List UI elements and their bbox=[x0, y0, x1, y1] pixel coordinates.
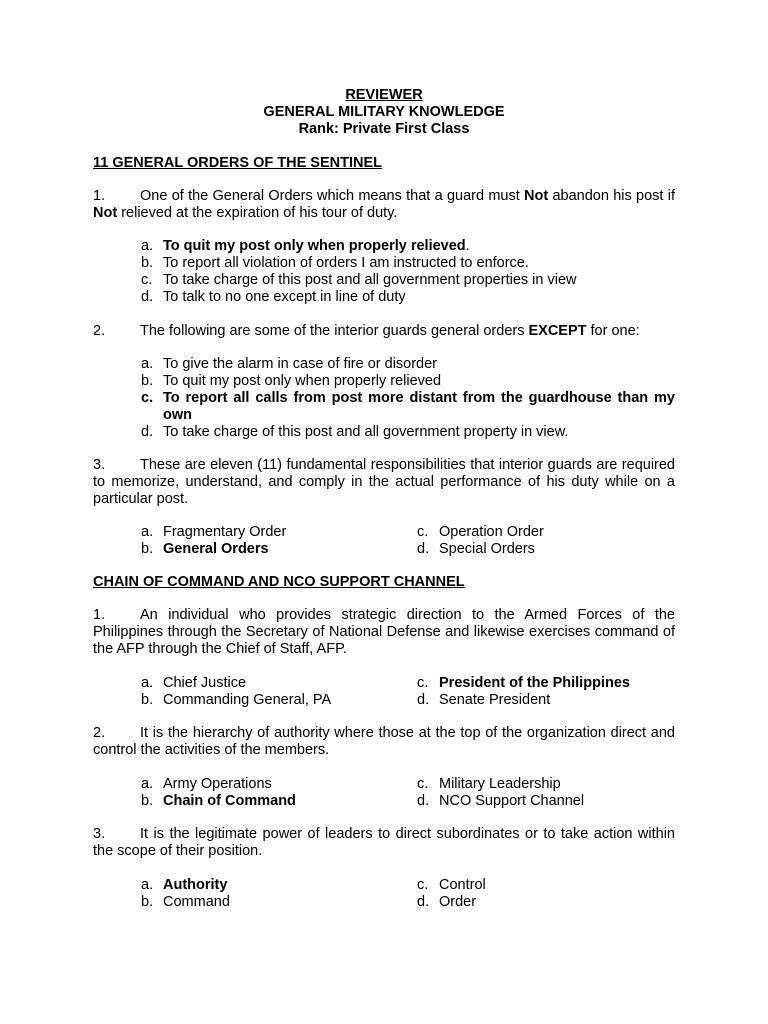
question-emphasis: Not bbox=[93, 205, 118, 221]
option-b bbox=[141, 692, 331, 709]
option-a bbox=[141, 524, 286, 541]
option-text-correct: Chain of Command bbox=[163, 793, 296, 809]
question-s1-q1 bbox=[93, 188, 675, 222]
question-text: One of the General Orders which means that a guard must bbox=[140, 188, 525, 204]
question-number: 3. bbox=[93, 826, 106, 842]
option-letter: d. bbox=[141, 424, 154, 440]
option-letter: a. bbox=[141, 776, 154, 792]
option-letter: d. bbox=[417, 894, 430, 910]
option-text-correct: General Orders bbox=[163, 541, 269, 557]
option-letter: c. bbox=[417, 776, 429, 792]
option-b bbox=[141, 793, 296, 810]
option-text-correct: Authority bbox=[163, 877, 228, 893]
option-c bbox=[417, 675, 630, 692]
question-emphasis: Not bbox=[524, 188, 549, 204]
option-letter: c. bbox=[141, 272, 153, 288]
question-text: for one: bbox=[586, 323, 640, 339]
option-letter: b. bbox=[141, 373, 154, 389]
option-b bbox=[141, 541, 269, 558]
option-d bbox=[417, 894, 476, 911]
option-letter: a. bbox=[141, 877, 154, 893]
option-text: Army Operations bbox=[163, 776, 272, 792]
question-text: abandon his post if bbox=[548, 188, 675, 204]
option-letter: d. bbox=[417, 793, 430, 809]
question-emphasis: EXCEPT bbox=[528, 323, 587, 339]
option-d bbox=[417, 541, 535, 558]
option-letter: d. bbox=[417, 541, 430, 557]
option-text: Fragmentary Order bbox=[163, 524, 287, 540]
option-letter: b. bbox=[141, 692, 154, 708]
rank-line: Rank: Private First Class bbox=[298, 121, 470, 137]
option-a bbox=[141, 776, 272, 793]
option-letter: c. bbox=[417, 877, 429, 893]
option-letter: b. bbox=[141, 255, 154, 271]
option-d bbox=[417, 692, 550, 709]
option-letter: d. bbox=[417, 692, 430, 708]
option-text: To talk to no one except in line of duty bbox=[163, 289, 406, 305]
option-text-correct: To quit my post only when properly relieved bbox=[163, 238, 466, 254]
option-text: To take charge of this post and all government property in view. bbox=[163, 424, 569, 440]
option-c bbox=[417, 877, 486, 894]
option-d bbox=[141, 424, 675, 441]
section-heading-general-orders: 11 GENERAL ORDERS OF THE SENTINEL bbox=[93, 155, 382, 171]
option-d bbox=[417, 793, 584, 810]
question-text: An individual who provides strategic direction to the Armed Forces of the Philippines through the Secretary of National Defense and likewise exercises command of the AFP through the Chief of Staff, AFP. bbox=[93, 607, 675, 657]
option-text: To give the alarm in case of fire or disorder bbox=[163, 356, 438, 372]
question-text: It is the legitimate power of leaders to direct subordinates or to take action within the scope of their position. bbox=[93, 826, 675, 859]
options-s2-q2 bbox=[141, 776, 675, 810]
options-s2-q3 bbox=[141, 877, 675, 911]
options-s1-q1 bbox=[141, 238, 675, 306]
option-text-correct: President of the Philippines bbox=[439, 675, 630, 691]
question-s2-q1 bbox=[93, 607, 675, 658]
option-text: Military Leadership bbox=[439, 776, 561, 792]
question-s1-q2 bbox=[93, 323, 675, 340]
option-letter: a. bbox=[141, 238, 154, 254]
option-c bbox=[417, 524, 544, 541]
option-text: Order bbox=[439, 894, 477, 910]
option-b bbox=[141, 894, 230, 911]
options-s1-q3 bbox=[141, 524, 675, 558]
option-text: To report all violation of orders I am instructed to enforce. bbox=[163, 255, 529, 271]
option-text: NCO Support Channel bbox=[439, 793, 585, 809]
option-letter: a. bbox=[141, 524, 154, 540]
option-a: a. To quit my post only when properly relieved. bbox=[141, 238, 470, 254]
option-letter: c. bbox=[417, 524, 429, 540]
document-subtitle: GENERAL MILITARY KNOWLEDGE bbox=[263, 104, 505, 120]
section-heading-chain-of-command: CHAIN OF COMMAND AND NCO SUPPORT CHANNEL bbox=[93, 574, 465, 590]
document-header bbox=[0, 87, 768, 138]
option-text: To quit my post only when properly relieved bbox=[163, 373, 442, 389]
option-text: Operation Order bbox=[439, 524, 544, 540]
question-s1-q3 bbox=[93, 457, 675, 508]
option-c bbox=[141, 272, 675, 289]
option-a bbox=[141, 675, 246, 692]
option-b bbox=[141, 255, 675, 272]
option-letter: b. bbox=[141, 793, 154, 809]
question-number: 3. bbox=[93, 457, 106, 473]
option-text: Command bbox=[163, 894, 230, 910]
option-text-correct: To report all calls from post more distant from the guardhouse than my own bbox=[163, 390, 675, 423]
option-d bbox=[141, 289, 675, 306]
option-letter: c. bbox=[417, 675, 429, 691]
question-s2-q3 bbox=[93, 826, 675, 860]
option-letter: b. bbox=[141, 894, 154, 910]
option-text: Special Orders bbox=[439, 541, 535, 557]
question-s2-q2 bbox=[93, 725, 675, 759]
option-text: Chief Justice bbox=[163, 675, 247, 691]
option-text: Commanding General, PA bbox=[163, 692, 332, 708]
option-letter: c. bbox=[141, 390, 154, 406]
option-a bbox=[141, 877, 227, 894]
question-number: 2. bbox=[93, 323, 106, 339]
option-letter: d. bbox=[141, 289, 154, 305]
question-number: 1. bbox=[93, 607, 106, 623]
option-c bbox=[141, 390, 675, 424]
question-text: relieved at the expiration of his tour of duty. bbox=[117, 205, 398, 221]
question-number: 2. bbox=[93, 725, 106, 741]
options-s1-q2 bbox=[141, 356, 675, 441]
question-number: 1. bbox=[93, 188, 106, 204]
option-text: Control bbox=[439, 877, 486, 893]
options-s2-q1 bbox=[141, 675, 675, 709]
option-b bbox=[141, 373, 675, 390]
option-text: To take charge of this post and all government properties in view bbox=[163, 272, 577, 288]
question-text: The following are some of the interior guards general orders bbox=[140, 323, 529, 339]
option-text: Senate President bbox=[439, 692, 551, 708]
option-c bbox=[417, 776, 561, 793]
option-a bbox=[141, 356, 675, 373]
option-letter: a. bbox=[141, 675, 154, 691]
question-text: These are eleven (11) fundamental responsibilities that interior guards are required to memorize, understand, and comply in the actual performance of his duty while on a particular post. bbox=[93, 457, 675, 507]
option-letter: a. bbox=[141, 356, 154, 372]
question-text: It is the hierarchy of authority where those at the top of the organization direct and control the activities of the members. bbox=[93, 725, 675, 758]
document-title: REVIEWER bbox=[345, 87, 423, 103]
option-letter: b. bbox=[141, 541, 154, 557]
